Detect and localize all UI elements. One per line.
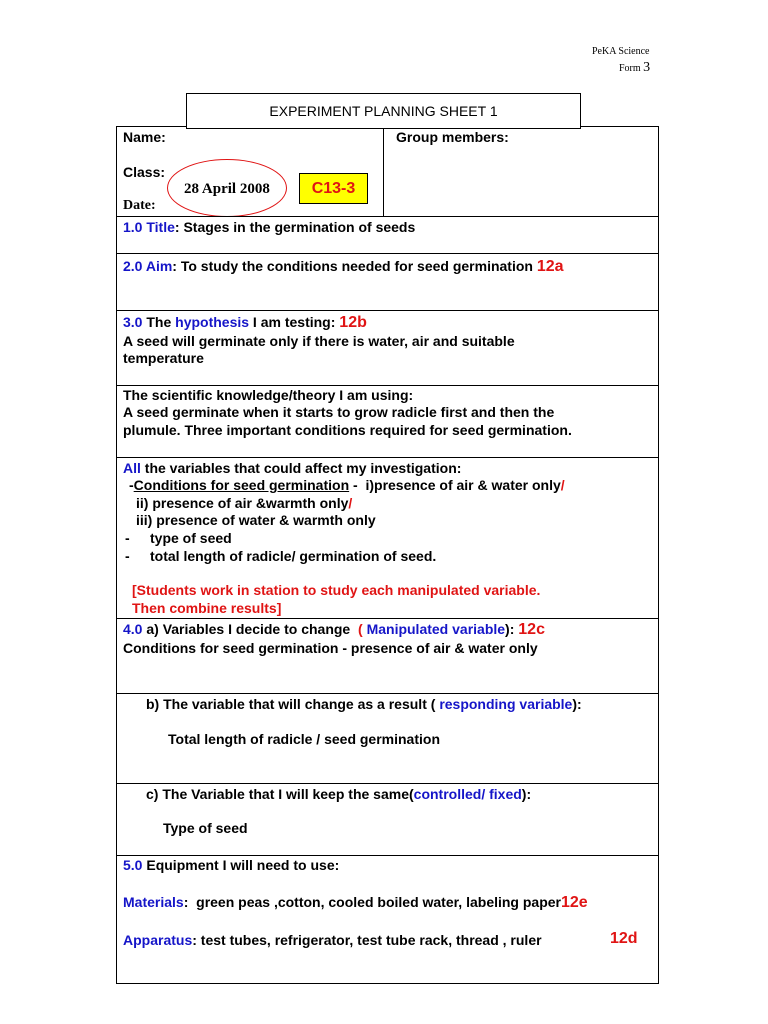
mark-12b: 12b xyxy=(339,314,367,331)
hypothesis-post: I am testing: xyxy=(249,314,336,330)
conditions-dash: - xyxy=(129,477,134,493)
section-num: 2.0 xyxy=(123,258,143,274)
manipulated-head xyxy=(123,620,545,639)
class-code-badge xyxy=(299,173,368,204)
date-value: 28 April 2008 xyxy=(184,181,270,197)
conditions-label: Conditions for seed germination xyxy=(133,477,350,493)
section-equipment xyxy=(117,855,658,985)
aim-label: Aim xyxy=(145,258,173,274)
manipulated-post: ): xyxy=(505,621,515,637)
hypothesis-head xyxy=(123,313,367,332)
sheet-title-text: EXPERIMENT PLANNING SHEET 1 xyxy=(269,103,498,119)
apparatus-line xyxy=(123,931,542,949)
equipment-head xyxy=(123,856,339,874)
name-label: Name: xyxy=(123,129,166,145)
manipulated-text: Conditions for seed germination - presence of air & water only xyxy=(123,640,538,656)
hypothesis-line-2: temperature xyxy=(123,350,204,366)
school-label: PeKA Science xyxy=(592,46,650,57)
hypothesis-label: hypothesis xyxy=(175,314,250,330)
apparatus-text: : test tubes, refrigerator, test tube rack, thread , ruler xyxy=(192,932,542,948)
group-members-label: Group members: xyxy=(396,129,509,145)
variable-length: total length of radicle/ germination of seed. xyxy=(150,548,437,564)
title-text: : Stages in the germination of seeds xyxy=(174,219,416,235)
date-label: Date: xyxy=(123,198,156,213)
all-label: All xyxy=(123,460,141,476)
responding-head xyxy=(146,695,582,713)
section-num: 3.0 xyxy=(123,314,143,330)
manipulated-pre: a) Variables I decide to change xyxy=(142,621,358,637)
apparatus-label: Apparatus xyxy=(123,932,193,948)
mark-12e: 12e xyxy=(561,894,588,911)
variables-head xyxy=(123,459,461,477)
sheet-title xyxy=(186,93,581,129)
section-variables xyxy=(117,457,658,618)
condition-ii xyxy=(136,494,352,512)
mark-12a: 12a xyxy=(536,258,564,275)
section-controlled xyxy=(117,783,658,855)
materials-text: : green peas ,cotton, cooled boiled water, labeling paper xyxy=(183,894,561,910)
conditions-line xyxy=(129,476,565,494)
equipment-head-text: Equipment I will need to use: xyxy=(142,857,340,873)
variable-type-of-seed: type of seed xyxy=(150,530,232,546)
form-number: 3 xyxy=(643,60,651,75)
variables-head-text: the variables that could affect my investigation: xyxy=(140,460,462,476)
responding-label: responding variable xyxy=(439,696,573,712)
section-num: 4.0 xyxy=(123,621,143,637)
form-label xyxy=(619,60,650,76)
responding-pre: b) The variable that will change as a result ( xyxy=(146,696,440,712)
aim-line xyxy=(123,257,564,276)
title-label: Title xyxy=(146,219,175,235)
section-title-line xyxy=(123,218,415,236)
section-hypothesis xyxy=(117,310,658,385)
controlled-head xyxy=(146,785,531,803)
conditions-rest: - i)presence of air & water only xyxy=(349,477,561,493)
section-num: 1.0 xyxy=(123,219,143,235)
condition-iii: iii) presence of water & warmth only xyxy=(136,512,376,528)
responding-post: ): xyxy=(572,696,582,712)
section-num: 5.0 xyxy=(123,857,143,873)
materials-label: Materials xyxy=(123,894,184,910)
condition-ii-text: ii) presence of air &warmth only xyxy=(136,495,349,511)
info-divider xyxy=(383,127,384,217)
class-code: C13-3 xyxy=(311,179,356,197)
note-line-1: [Students work in station to study each manipulated variable. xyxy=(132,582,541,598)
manipulated-paren: ( xyxy=(358,621,367,637)
responding-text: Total length of radicle / seed germination xyxy=(168,731,441,747)
hypothesis-line-1: A seed will germinate only if there is water, air and suitable xyxy=(123,333,515,349)
slash-mark: / xyxy=(560,477,565,493)
controlled-post: ): xyxy=(521,786,532,802)
class-label: Class: xyxy=(123,164,166,180)
section-title xyxy=(117,216,658,253)
planning-sheet xyxy=(116,126,659,984)
knowledge-line-1: A seed germinate when it starts to grow radicle first and then the xyxy=(123,404,555,420)
section-knowledge xyxy=(117,385,658,457)
knowledge-line-2: plumule. Three important conditions required for seed germination. xyxy=(123,422,572,438)
mark-12c: 12c xyxy=(518,621,545,638)
slash-mark: / xyxy=(348,495,353,511)
manipulated-label: Manipulated variable xyxy=(366,621,506,637)
section-manipulated xyxy=(117,618,658,693)
controlled-pre: c) The Variable that I will keep the same( xyxy=(146,786,414,802)
bullet-dash: - xyxy=(125,530,130,546)
form-text: Form xyxy=(619,63,641,74)
knowledge-head: The scientific knowledge/theory I am using: xyxy=(123,387,414,403)
controlled-text: Type of seed xyxy=(163,820,248,836)
hypothesis-pre: The xyxy=(142,314,176,330)
materials-line xyxy=(123,893,588,912)
note-line-2: Then combine results] xyxy=(132,600,282,616)
section-aim xyxy=(117,253,658,310)
bullet-dash: - xyxy=(125,548,130,564)
section-responding xyxy=(117,693,658,783)
mark-12d: 12d xyxy=(610,930,638,947)
controlled-label: controlled/ fixed xyxy=(413,786,522,802)
aim-text: : To study the conditions needed for seed germination xyxy=(172,258,533,274)
